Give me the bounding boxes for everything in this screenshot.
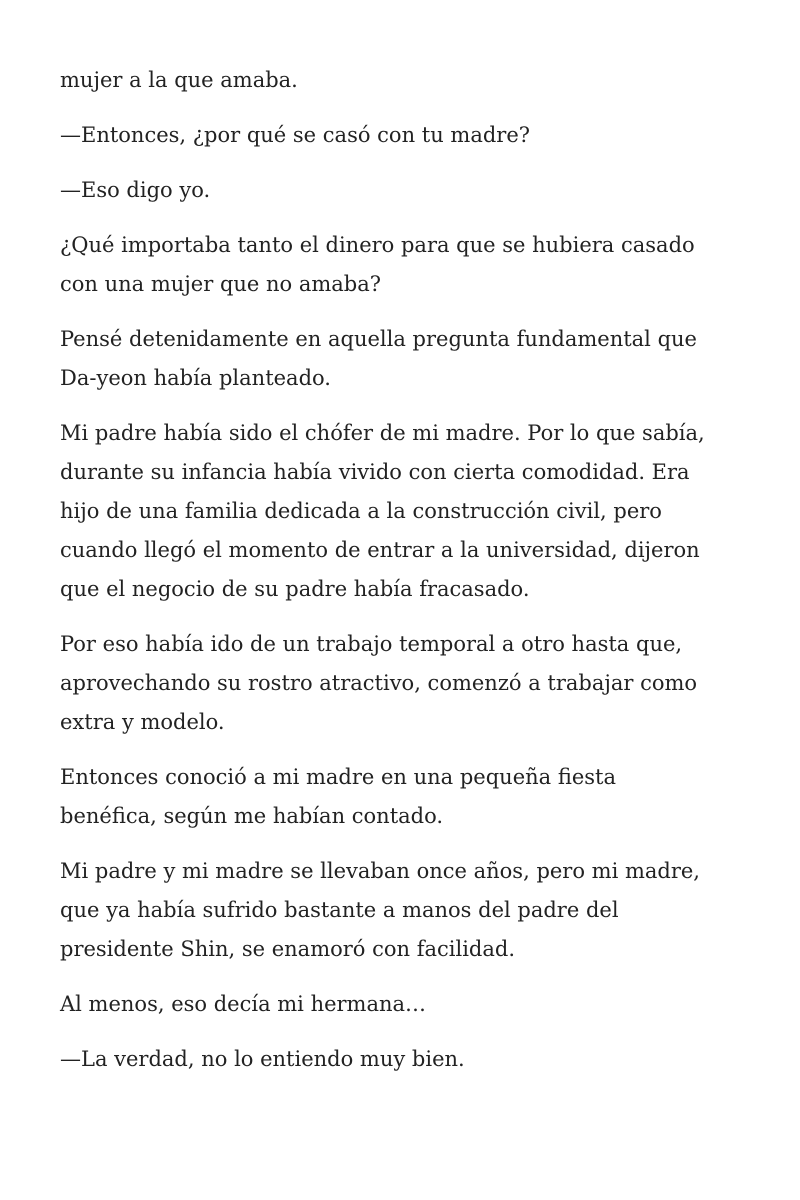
dialogue-line: —Entonces, ¿por qué se casó con tu madre? [60,123,531,147]
dialogue-line: —La verdad, no lo entiendo muy bien. [60,1047,465,1071]
paragraph: Mi padre y mi madre se llevaban once años, pero mi madre, que ya había sufrido bastante a manos del padre del presidente Shin, se enamoró con facilidad. [60,859,700,961]
dialogue-line: —Eso digo yo. [60,178,211,202]
paragraph: Por eso había ido de un trabajo temporal a otro hasta que, aprovechando su rostro atractivo, comenzó a trabajar como extra y modelo. [60,632,698,734]
paragraph: ¿Qué importaba tanto el dinero para que se hubiera casado con una mujer que no amaba? [60,233,695,296]
paragraph: mujer a la que amaba. [60,68,298,92]
paragraph: Al menos, eso decía mi hermana… [60,992,427,1016]
paragraph: Entonces conoció a mi madre en una pequeña fiesta benéfica, según me habían contado. [60,765,617,828]
paragraph: Pensé detenidamente en aquella pregunta fundamental que Da-yeon había planteado. [60,327,697,390]
reader-page [60,61,760,1095]
paragraph: Mi padre había sido el chófer de mi madre. Por lo que sabía, durante su infancia había vivido con cierta comodidad. Era hijo de una familia dedicada a la construcción civil, pero cuando llegó el momento de entrar a la universidad, dijeron que el negocio de su padre había fracasado. [60,421,705,601]
